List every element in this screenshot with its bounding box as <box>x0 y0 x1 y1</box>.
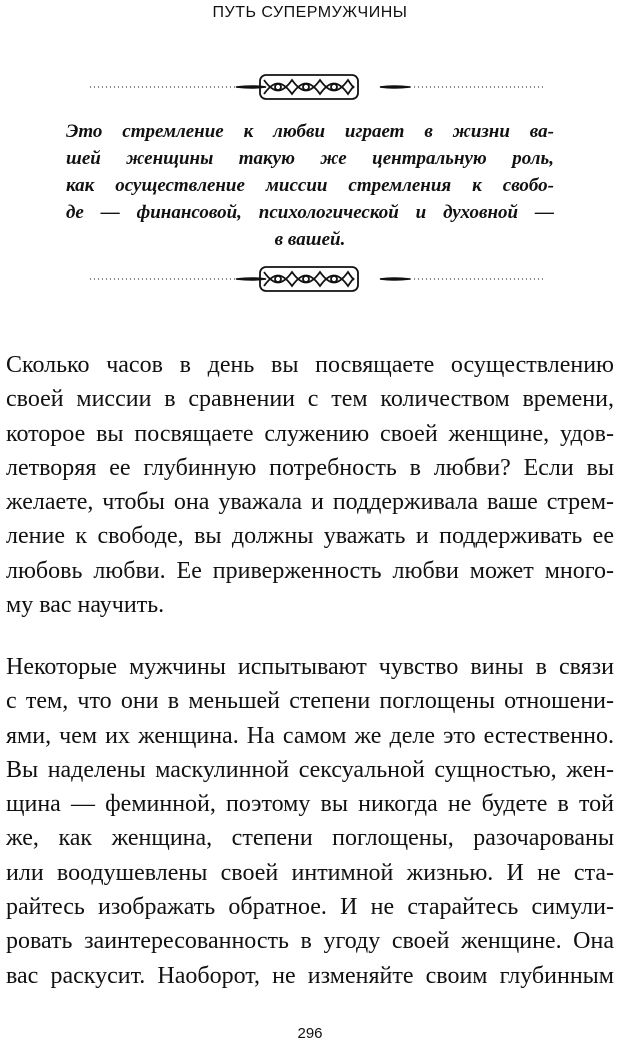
text-line: вас раскусит. Наоборот, не изменяйте своим глубинным <box>6 962 614 989</box>
running-head: ПУТЬ СУПЕРМУЖЧИНЫ <box>212 4 408 21</box>
text-line: с тем, что они в меньшей степени поглощены отношени- <box>6 688 614 715</box>
quote-line: в вашей. <box>274 229 346 250</box>
pull-quote <box>66 118 554 253</box>
text-line: щина — феминной, поэтому вы никогда не будете в той <box>6 791 614 818</box>
text-line: ровать заинтересованность в угоду своей женщине. Она <box>6 928 614 955</box>
text-line: желаете, чтобы она уважала и поддерживала ваше стрем- <box>6 489 614 516</box>
text-line: райтесь изображать обратное. И не старайтесь симули- <box>6 894 614 921</box>
quote-line: как осуществление миссии стремления к свобо- <box>66 175 554 196</box>
text-line: Сколько часов в день вы посвящаете осуществлению <box>6 352 614 378</box>
text-line: Вы наделены маскулинной сексуальной сущностью, жен- <box>6 756 614 783</box>
text-line: летворяя ее глубинную потребность в любви? Если вы <box>6 454 614 481</box>
celtic-knot-icon <box>88 72 548 102</box>
text-line: ление к свободе, вы должны уважать и поддерживать ее <box>6 523 614 550</box>
text-line: которое вы посвящаете служению своей женщине, удов- <box>6 420 614 447</box>
text-line: му вас научить. <box>6 592 165 619</box>
text-line: своей миссии в сравнении с тем количеством времени, <box>6 386 614 413</box>
text-line: ями, чем их женщина. На самом же деле это естественно. <box>6 722 614 749</box>
text-line: Некоторые мужчины испытывают чувство вины в связи <box>6 654 614 680</box>
quote-line: Это стремление к любви играет в жизни ва- <box>66 121 554 142</box>
text-line: или воодушевлены своей интимной жизнью. И не ста- <box>6 859 614 886</box>
paragraph-1 <box>6 348 614 622</box>
paragraph-2 <box>6 650 614 993</box>
ornamental-divider-top <box>88 72 548 102</box>
text-line: же, как женщина, степени поглощены, разочарованы <box>6 825 614 852</box>
ornamental-divider-bottom <box>88 264 548 294</box>
quote-line: шей женщины такую же центральную роль, <box>66 148 554 169</box>
quote-line: де — финансовой, психологической и духовной — <box>66 202 554 223</box>
page-number: 296 <box>297 1025 323 1042</box>
celtic-knot-icon <box>88 264 548 294</box>
text-line: любовь любви. Ее приверженность любви может много- <box>6 557 614 584</box>
